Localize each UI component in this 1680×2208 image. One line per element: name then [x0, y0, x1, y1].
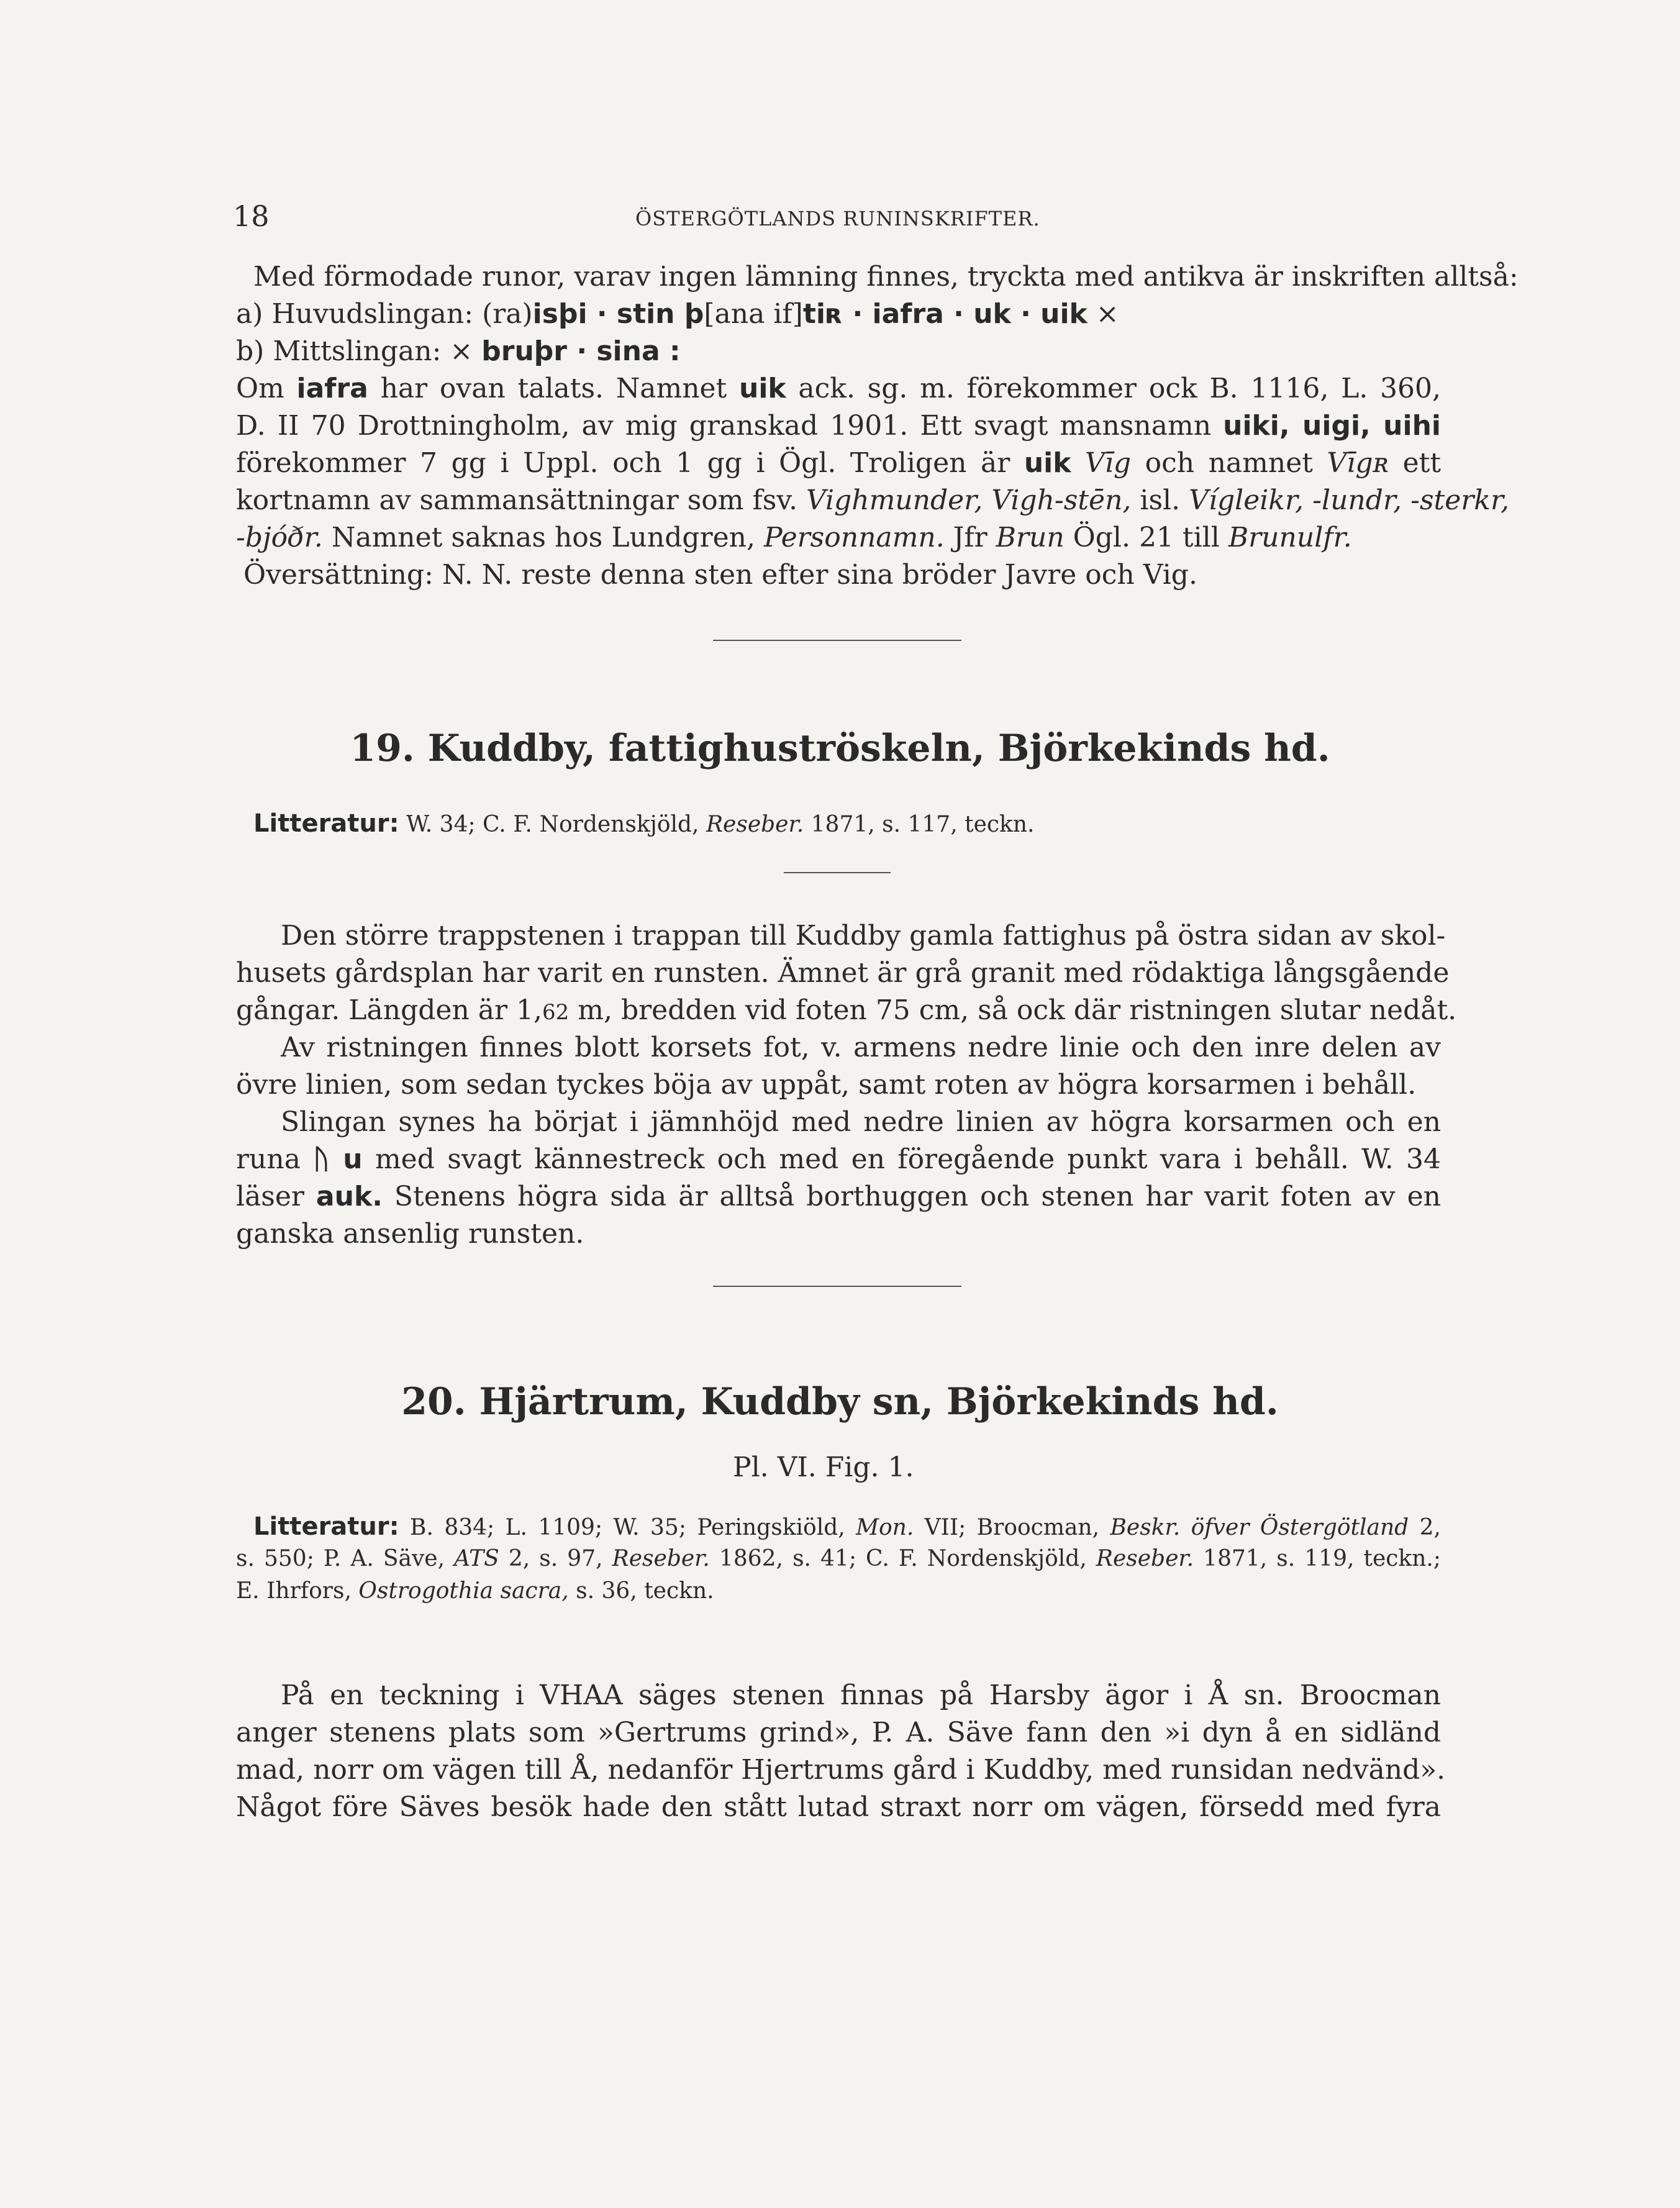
runic-text: uik — [1024, 447, 1071, 479]
inscription-label: b) Mittslingan: × — [236, 335, 482, 367]
literature-line: Litteratur: W. 34; C. F. Nordenskjöld, Reseber. 1871, s. 117, teckn. — [253, 809, 1035, 838]
page-number: 18 — [233, 199, 270, 233]
paragraph-line: Om iafra har ovan talats. Namnet uik ack. sg. m. förekommer ock B. 1116, L. 360, — [236, 373, 1442, 404]
translation-line: Översättning: N. N. reste denna sten efter sina bröder Javre och Vig. — [243, 559, 1197, 591]
paragraph-line: husets gårdsplan har varit en runsten. Ämnet är grå granit med rödaktiga långsgående — [236, 957, 1450, 989]
paragraph-line: Med förmodade runor, varav ingen lämning finnes, tryckta med antikva är inskriften alltså: — [253, 261, 1519, 293]
runic-text: uiki, uigi, uihi — [1223, 410, 1441, 442]
paragraph-line: ganska ansenlig runsten. — [236, 1218, 584, 1250]
paragraph-line: runa ᚢ u med svagt kännestreck och med en föregående punkt vara i behåll. W. 34 — [236, 1143, 1441, 1175]
section-title: Hjärtrum, Kuddby sn, Björkekinds hd. — [479, 1380, 1279, 1424]
paragraph-line: anger stenens plats som »Gertrums grind», P. A. Säve fann den »i dyn å en sidländ — [236, 1717, 1441, 1748]
runic-text: bruþr · sina : — [481, 335, 681, 367]
literature-line: s. 550; P. A. Säve, ATS 2, s. 97, Reseber. 1862, s. 41; C. F. Nordenskjöld, Reseber. 1871, s. 119, teckn.; — [236, 1546, 1442, 1571]
divider — [713, 640, 961, 641]
literature-label: Litteratur: — [253, 809, 399, 838]
divider — [713, 1286, 961, 1287]
paragraph-line: På en teckning i VHAA säges stenen finnas på Harsby ägor i Å sn. Broocman — [281, 1679, 1441, 1711]
section-heading — [0, 1380, 1680, 1424]
literature-line: E. Ihrfors, Ostrogothia sacra, s. 36, teckn. — [236, 1578, 714, 1604]
runic-text: iafra — [296, 373, 368, 404]
running-title: ÖSTERGÖTLANDS RUNINSKRIFTER. — [635, 207, 1040, 230]
paragraph-line: -bjóðr. Namnet saknas hos Lundgren, Personnamn. Jfr Brun Ögl. 21 till Brunulfr. — [236, 522, 1352, 553]
section-heading — [0, 727, 1680, 770]
runic-text: isþi · stin þ — [532, 298, 704, 330]
paragraph-line: gångar. Längden är 1,62 m, bredden vid foten 75 cm, så ock där ristningen slutar nedåt. — [236, 994, 1457, 1026]
runic-text: ᚢ u — [313, 1143, 363, 1175]
inscription-line-a — [236, 296, 1119, 333]
paragraph-line: övre linien, som sedan tyckes böja av uppåt, samt roten av högra korsarmen i behåll. — [236, 1069, 1417, 1101]
paragraph-line: Den större trappstenen i trappan till Kuddby gamla fattighus på östra sidan av skol- — [281, 920, 1446, 952]
runic-text: auk. — [316, 1181, 383, 1212]
paragraph-line: D. II 70 Drottningholm, av mig granskad 1901. Ett svagt mansnamn uiki, uigi, uihi — [236, 410, 1441, 442]
section-number: 19. — [350, 727, 415, 770]
section-number: 20. — [401, 1380, 466, 1424]
paragraph-line: läser auk. Stenens högra sida är alltså borthuggen och stenen har varit foten av en — [236, 1181, 1441, 1212]
literature-line: Litteratur: B. 834; L. 1109; W. 35; Peringskiöld, Mon. VII; Broocman, Beskr. öfver Östergötland 2, — [253, 1512, 1441, 1541]
plate-reference: Pl. VI. Fig. 1. — [733, 1452, 914, 1483]
literature-label: Litteratur: — [253, 1512, 399, 1541]
runic-text: uik — [739, 373, 786, 404]
separator: × — [1087, 298, 1119, 330]
paragraph-line: Något före Säves besök hade den stått lutad straxt norr om vägen, försedd med fyra — [236, 1791, 1441, 1823]
paragraph-line: Slingan synes ha börjat i jämnhöjd med nedre linien av högra korsarmen och en — [281, 1106, 1441, 1138]
section-title: Kuddby, fattighuströskeln, Björkekinds hd. — [427, 727, 1330, 770]
paragraph-line: kortnamn av sammansättningar som fsv. Vighmunder, Vigh-stēn, isl. Vígleikr, -lundr, -sterkr, — [236, 484, 1510, 516]
paragraph-line: mad, norr om vägen till Å, nedanför Hjertrums gård i Kuddby, med runsidan nedvänd». — [236, 1754, 1446, 1786]
inscription-line-b — [236, 333, 681, 370]
paragraph-line: förekommer 7 gg i Uppl. och 1 gg i Ögl. Troligen är uik Vīg och namnet Vīgʀ ett — [236, 447, 1442, 479]
restored-text: [ana if] — [704, 298, 803, 330]
runic-text: tiʀ · iafra · uk · uik — [802, 298, 1087, 330]
inscription-label: a) Huvudslingan: (ra) — [236, 298, 533, 330]
paragraph-line: Av ristningen finnes blott korsets fot, v. armens nedre linie och den inre delen av — [281, 1032, 1441, 1063]
divider — [784, 872, 891, 873]
